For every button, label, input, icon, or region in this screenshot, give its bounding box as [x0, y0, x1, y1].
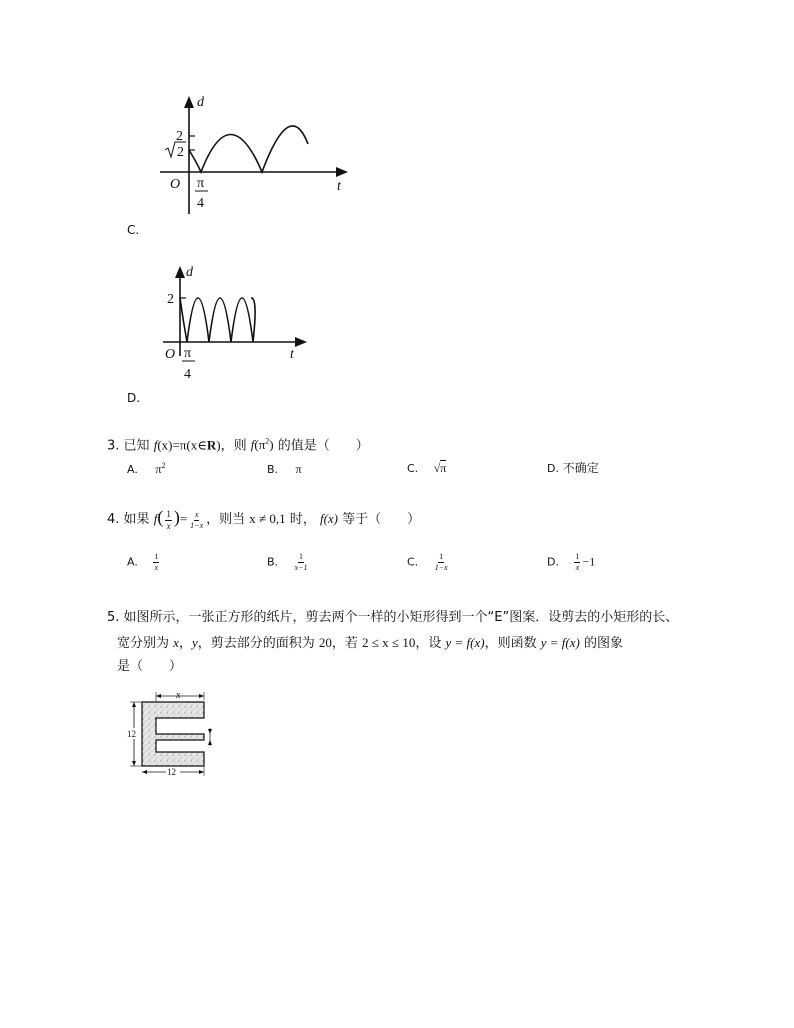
e-y-arrow-bottom: [208, 740, 212, 745]
q4-fx: f(x): [319, 511, 339, 526]
q3-formula-1: [154, 437, 221, 452]
q3-text-3: 的值是（ ）: [277, 438, 369, 454]
q5-range: 2 ≤ x ≤ 10: [362, 635, 416, 650]
q4-option-d-tail: −1: [582, 554, 596, 569]
e-left-arrow-top: [132, 702, 136, 707]
q4-option-c-label: C.: [407, 555, 419, 569]
q4-text-1: 如果: [123, 512, 150, 527]
e-shape: [142, 702, 204, 766]
q3-option-c-value: √π: [433, 461, 447, 475]
q3-x: (x): [157, 437, 173, 453]
graph-d-curve-tail: [237, 283, 249, 342]
graph-c-pi: π: [197, 176, 205, 191]
q3-close: ): [216, 437, 221, 453]
q4-option-d-value: $\frac{1}{x}$: [575, 552, 580, 572]
option-d-label: D.: [127, 391, 141, 405]
q3-sup: 2: [265, 437, 270, 446]
q3-f2: f: [250, 437, 255, 453]
q5-line-1-text: 如图所示，一张正方形的纸片，剪去两个一样的小矩形得到一个“E”图案．设剪去的小矩形的长、: [123, 610, 679, 625]
e-x-label: x: [176, 690, 181, 701]
q3-real: R: [206, 437, 217, 453]
e-bottom-arrow-right: [199, 770, 204, 774]
q5-line-3: 是（ ）: [117, 659, 183, 674]
q4-option-c[interactable]: [407, 553, 451, 572]
graph-c-sqrt2-label: [165, 142, 186, 160]
q3-formula-2: [251, 437, 274, 452]
q3-option-b-value: π: [295, 462, 302, 476]
q4-condition: x ≠ 0,1: [249, 511, 286, 526]
q3-arg: (π: [254, 437, 266, 453]
q5-x: x: [173, 635, 179, 650]
q4-option-a-value: $\frac{1}{x}$: [154, 552, 159, 572]
q3-text-1: 已知: [123, 438, 150, 454]
graph-d-origin: O: [165, 347, 176, 362]
q4-option-a-label: A.: [127, 555, 138, 569]
graph-c-curve: [189, 126, 308, 172]
q5-fn-1: y = f(x): [445, 635, 485, 650]
graph-d: [155, 262, 315, 386]
q5-number: 5.: [107, 610, 120, 625]
graph-d-x-label: t: [290, 347, 294, 362]
q5-line-2: 宽分别为 x，y，剪去部分的面积为 20，若 2 ≤ x ≤ 10，设 y = f(x)，则函数 y = f(x) 的图象: [117, 635, 623, 651]
q4-stem: [107, 508, 420, 531]
q4-option-c-value: $\frac{1}{1-x}$: [434, 552, 448, 572]
q3-option-c[interactable]: [407, 462, 446, 474]
q3-option-a[interactable]: [127, 462, 165, 475]
graph-d-pi: π: [184, 346, 192, 361]
q3-text-2: ，则: [220, 438, 247, 454]
q5-line-1: [107, 611, 678, 624]
q3-option-c-label: C.: [407, 462, 419, 475]
q3-option-b[interactable]: [267, 463, 302, 475]
q3-option-b-label: B.: [267, 463, 279, 476]
graph-c-y-label: d: [197, 95, 204, 110]
graph-c: [150, 92, 355, 220]
q4-option-d-label: D.: [547, 555, 559, 569]
e-left-arrow-bottom: [132, 761, 136, 766]
q3-option-a-label: A.: [127, 463, 138, 476]
e-bottom-label: 12: [167, 767, 176, 776]
option-c-label: C.: [127, 223, 140, 237]
graph-d-y-arrow: [175, 266, 185, 278]
graph-d-four: 4: [184, 367, 191, 382]
q4-formula-lhs: f( $\frac{1}{x}$ )= $\frac{x}{1-x}$: [153, 507, 204, 531]
q3-stem: [107, 438, 369, 452]
q4-option-a[interactable]: [127, 553, 161, 572]
graph-c-sqrt2-value: 2: [177, 145, 184, 160]
q3-option-d-value: 不确定: [562, 461, 599, 475]
q5-y: y: [191, 635, 198, 650]
e-bottom-arrow-left: [142, 770, 147, 774]
graph-c-origin: O: [170, 177, 181, 192]
graph-c-four: 4: [197, 196, 204, 211]
graph-d-curve: [180, 298, 255, 342]
q3-number: 3.: [107, 438, 120, 454]
q3-option-a-value: $\pi^2$: [155, 461, 166, 476]
e-x-arrow-left: [156, 694, 161, 698]
q4-number: 4.: [107, 512, 120, 527]
graph-c-y-arrow: [184, 96, 194, 108]
q3-arg-close: ): [269, 437, 274, 453]
q4-option-b[interactable]: [267, 553, 311, 572]
q4-text-4: 等于（ ）: [342, 512, 421, 527]
q5-fn-2: y = f(x): [540, 635, 580, 650]
graph-c-x-arrow: [336, 167, 348, 177]
e-shape-figure: [124, 688, 222, 776]
graph-d-tick-2-label: 2: [167, 292, 174, 307]
e-y-arrow-top: [208, 729, 212, 734]
graph-d-y-label: d: [186, 265, 193, 280]
e-x-arrow-right: [199, 694, 204, 698]
q4-option-b-value: $\frac{1}{x-1}$: [294, 552, 308, 572]
q4-text-3: 时，: [289, 512, 316, 527]
q4-option-d[interactable]: [547, 553, 595, 572]
q3-option-d[interactable]: [547, 462, 599, 474]
e-left-label: 12: [127, 729, 136, 739]
graph-d-pi-over-4: [182, 346, 195, 382]
graph-d-x-arrow: [295, 337, 307, 347]
q4-option-b-label: B.: [267, 555, 279, 569]
q3-option-d-label: D.: [547, 462, 559, 475]
q3-rhs: =π(x∈: [172, 437, 207, 453]
q4-text-2: ，则当: [206, 512, 246, 527]
q5-area: 20: [318, 635, 332, 650]
graph-c-x-label: t: [337, 179, 341, 194]
graph-c-pi-over-4: [195, 176, 208, 211]
graph-c-tick-2-label: 2: [176, 129, 183, 144]
q3-f: f: [153, 437, 158, 453]
